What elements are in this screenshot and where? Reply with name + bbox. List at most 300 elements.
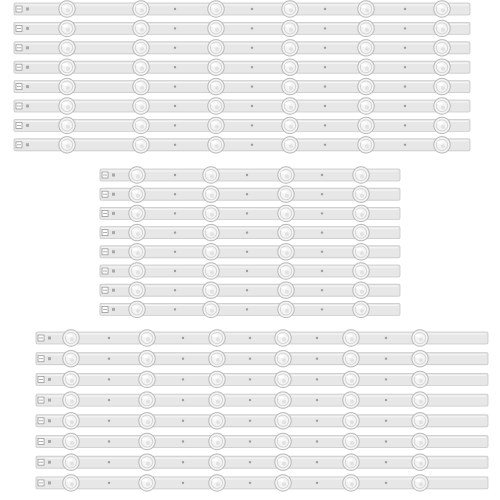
solder-dot [249, 399, 251, 401]
led-chip [350, 482, 354, 486]
led-chip [66, 86, 70, 90]
led-lens-glare [62, 63, 68, 66]
solder-dot [404, 27, 406, 29]
led-lens-glare [356, 305, 362, 308]
led-chip [136, 175, 140, 179]
led-lens-glare [437, 63, 443, 66]
led-chip [419, 462, 423, 466]
solder-dot [321, 193, 323, 195]
led-chip [215, 106, 219, 110]
solder-dot [108, 358, 110, 360]
led-lens-glare [136, 24, 142, 27]
led-chip [360, 175, 364, 179]
solder-dot [324, 8, 326, 10]
led-chip [140, 86, 144, 90]
led-chip [70, 441, 74, 445]
strip-marker [26, 8, 29, 11]
led-chip [210, 271, 214, 275]
led-lens-glare [415, 334, 421, 337]
led-lens-glare [212, 437, 218, 440]
solder-dot [246, 174, 248, 176]
solder-dot [251, 85, 253, 87]
solder-dot [251, 124, 253, 126]
led-lens-glare [206, 286, 212, 289]
led-chip [289, 9, 293, 13]
solder-dot [182, 337, 184, 339]
led-chip [419, 420, 423, 424]
led-chip [350, 358, 354, 362]
led-lens-glare [142, 479, 148, 482]
led-chip [365, 47, 369, 51]
led-lens-glare [62, 24, 68, 27]
led-lens-glare [356, 171, 362, 174]
led-lens-glare [206, 305, 212, 308]
led-lens-glare [346, 396, 352, 399]
led-chip [146, 441, 150, 445]
led-lens-glare [132, 190, 138, 193]
led-lens-glare [346, 375, 352, 378]
solder-dot [385, 337, 387, 339]
led-chip [210, 213, 214, 217]
led-chip [285, 271, 289, 275]
led-lens-glare [212, 479, 218, 482]
strip-marker [48, 337, 51, 340]
led-chip [360, 309, 364, 313]
led-lens-glare [136, 63, 142, 66]
strip-group-a [14, 1, 470, 153]
led-chip [210, 232, 214, 236]
led-lens-glare [285, 121, 291, 124]
solder-dot [174, 270, 176, 272]
solder-dot [108, 337, 110, 339]
led-lens-glare [285, 102, 291, 105]
strip-marker [26, 27, 29, 30]
led-lens-glare [212, 375, 218, 378]
solder-dot [321, 289, 323, 291]
solder-dot [182, 440, 184, 442]
led-chip [216, 400, 220, 404]
led-chip [146, 420, 150, 424]
solder-dot [246, 270, 248, 272]
led-chip [289, 106, 293, 110]
led-chip [215, 144, 219, 148]
solder-dot [324, 144, 326, 146]
led-chip [289, 86, 293, 90]
strip-marker [48, 481, 51, 484]
solder-dot [174, 27, 176, 29]
solder-dot [246, 308, 248, 310]
solder-dot [246, 212, 248, 214]
solder-dot [249, 461, 251, 463]
solder-dot [174, 289, 176, 291]
led-lens-glare [278, 375, 284, 378]
led-lens-glare [132, 267, 138, 270]
strip-marker [26, 66, 29, 69]
led-chip [216, 420, 220, 424]
led-chip [140, 106, 144, 110]
led-lens-glare [132, 229, 138, 232]
solder-dot [316, 420, 318, 422]
led-lens-glare [142, 437, 148, 440]
led-chip [365, 125, 369, 129]
strip-marker [26, 143, 29, 146]
led-chip [215, 28, 219, 32]
strip-marker [112, 174, 115, 177]
led-chip [419, 400, 423, 404]
led-lens-glare [206, 248, 212, 251]
led-lens-glare [212, 458, 218, 461]
led-lens-glare [66, 334, 72, 337]
strip-marker [48, 378, 51, 381]
led-lens-glare [281, 171, 287, 174]
solder-dot [404, 66, 406, 68]
led-chip [360, 232, 364, 236]
led-chip [215, 86, 219, 90]
led-lens-glare [356, 229, 362, 232]
solder-dot [385, 399, 387, 401]
led-chip [216, 462, 220, 466]
led-chip [289, 67, 293, 71]
led-chip [210, 175, 214, 179]
solder-dot [321, 212, 323, 214]
led-chip [419, 482, 423, 486]
led-lens-glare [278, 458, 284, 461]
led-chip [441, 28, 445, 32]
led-lens-glare [66, 396, 72, 399]
led-chip [70, 420, 74, 424]
led-lens-glare [415, 375, 421, 378]
led-lens-glare [415, 396, 421, 399]
solder-dot [385, 440, 387, 442]
led-chip [66, 125, 70, 129]
solder-dot [404, 47, 406, 49]
led-chip [210, 194, 214, 198]
led-lens-glare [437, 121, 443, 124]
led-chip [282, 462, 286, 466]
solder-dot [385, 420, 387, 422]
led-lens-glare [66, 479, 72, 482]
led-lens-glare [136, 44, 142, 47]
solder-dot [324, 85, 326, 87]
led-lens-glare [356, 248, 362, 251]
led-lens-glare [415, 437, 421, 440]
solder-dot [174, 47, 176, 49]
led-chip [66, 47, 70, 51]
led-chip [365, 144, 369, 148]
led-lens-glare [211, 24, 217, 27]
strip-marker [48, 399, 51, 402]
led-chip [140, 47, 144, 51]
led-lens-glare [281, 286, 287, 289]
led-chip [360, 271, 364, 275]
led-chip [419, 379, 423, 383]
led-lens-glare [211, 44, 217, 47]
led-lens-glare [361, 121, 367, 124]
led-lens-glare [206, 229, 212, 232]
solder-dot [251, 66, 253, 68]
led-chip [441, 125, 445, 129]
led-chip [70, 400, 74, 404]
led-chip [136, 251, 140, 255]
led-chip [365, 67, 369, 71]
led-chip [70, 338, 74, 342]
led-chip [70, 379, 74, 383]
solder-dot [324, 124, 326, 126]
led-lens-glare [346, 334, 352, 337]
strip-group-c [36, 330, 488, 491]
led-lens-glare [281, 305, 287, 308]
led-chip [365, 28, 369, 32]
led-lens-glare [285, 24, 291, 27]
strip-group-b [100, 167, 400, 318]
solder-dot [249, 337, 251, 339]
led-lens-glare [285, 63, 291, 66]
led-lens-glare [361, 5, 367, 8]
solder-dot [174, 8, 176, 10]
solder-dot [108, 420, 110, 422]
solder-dot [182, 482, 184, 484]
led-lens-glare [356, 286, 362, 289]
solder-dot [251, 144, 253, 146]
led-chip [285, 175, 289, 179]
solder-dot [316, 378, 318, 380]
led-lens-glare [136, 121, 142, 124]
strip-marker [112, 212, 115, 215]
led-chip [350, 462, 354, 466]
led-lens-glare [346, 417, 352, 420]
solder-dot [182, 358, 184, 360]
led-lens-glare [142, 334, 148, 337]
led-chip [66, 9, 70, 13]
solder-dot [108, 440, 110, 442]
led-chip [216, 338, 220, 342]
led-lens-glare [281, 229, 287, 232]
led-chip [66, 28, 70, 32]
strip-marker [48, 461, 51, 464]
led-lens-glare [132, 171, 138, 174]
led-chip [136, 232, 140, 236]
led-lens-glare [285, 141, 291, 144]
led-chip [282, 482, 286, 486]
led-lens-glare [142, 458, 148, 461]
led-lens-glare [211, 5, 217, 8]
led-lens-glare [361, 141, 367, 144]
solder-dot [316, 482, 318, 484]
led-lens-glare [62, 141, 68, 144]
solder-dot [316, 337, 318, 339]
led-chip [282, 420, 286, 424]
led-lens-glare [361, 83, 367, 86]
led-chip [441, 47, 445, 51]
led-chip [360, 213, 364, 217]
led-lens-glare [281, 267, 287, 270]
led-lens-glare [437, 44, 443, 47]
led-chip [441, 106, 445, 110]
strip-marker [26, 46, 29, 49]
led-lens-glare [211, 102, 217, 105]
led-lens-glare [278, 479, 284, 482]
led-chip [140, 144, 144, 148]
led-chip [282, 338, 286, 342]
led-lens-glare [437, 24, 443, 27]
solder-dot [316, 399, 318, 401]
led-chip [215, 9, 219, 13]
solder-dot [251, 47, 253, 49]
led-chip [285, 232, 289, 236]
led-lens-glare [437, 141, 443, 144]
solder-dot [246, 231, 248, 233]
led-chip [441, 144, 445, 148]
led-lens-glare [361, 24, 367, 27]
led-lens-glare [212, 355, 218, 358]
strip-marker [112, 231, 115, 234]
solder-dot [404, 105, 406, 107]
led-lens-glare [415, 355, 421, 358]
led-chip [350, 379, 354, 383]
led-lens-glare [206, 267, 212, 270]
solder-dot [174, 66, 176, 68]
led-lens-glare [132, 209, 138, 212]
led-chip [285, 194, 289, 198]
solder-dot [321, 174, 323, 176]
led-chip [215, 47, 219, 51]
solder-dot [246, 251, 248, 253]
led-chip [215, 67, 219, 71]
led-chip [285, 213, 289, 217]
led-lens-glare [356, 190, 362, 193]
solder-dot [404, 8, 406, 10]
led-lens-glare [437, 102, 443, 105]
led-chip [350, 441, 354, 445]
led-chip [441, 86, 445, 90]
led-chip [441, 9, 445, 13]
led-lens-glare [66, 417, 72, 420]
led-chip [350, 338, 354, 342]
led-chip [360, 290, 364, 294]
solder-dot [182, 399, 184, 401]
led-chip [140, 9, 144, 13]
led-lens-glare [136, 102, 142, 105]
led-lens-glare [136, 141, 142, 144]
solder-dot [316, 461, 318, 463]
led-chip [360, 194, 364, 198]
led-lens-glare [346, 458, 352, 461]
led-chip [70, 462, 74, 466]
led-chip [215, 125, 219, 129]
strip-marker [112, 289, 115, 292]
strip-marker [26, 124, 29, 127]
led-lens-glare [62, 83, 68, 86]
led-lens-glare [142, 375, 148, 378]
led-lens-glare [415, 479, 421, 482]
led-lens-glare [62, 102, 68, 105]
led-chip [289, 28, 293, 32]
led-chip [136, 290, 140, 294]
led-chip [136, 271, 140, 275]
led-lens-glare [285, 83, 291, 86]
led-chip [282, 400, 286, 404]
led-chip [282, 379, 286, 383]
solder-dot [385, 482, 387, 484]
led-lens-glare [136, 83, 142, 86]
led-lens-glare [361, 102, 367, 105]
solder-dot [108, 378, 110, 380]
led-lens-glare [142, 355, 148, 358]
led-lens-glare [361, 44, 367, 47]
led-chip [210, 309, 214, 313]
led-lens-glare [206, 171, 212, 174]
led-lens-glare [142, 417, 148, 420]
solder-dot [385, 358, 387, 360]
led-chip [441, 67, 445, 71]
led-lens-glare [437, 5, 443, 8]
strip-marker [112, 250, 115, 253]
led-chip [350, 420, 354, 424]
led-chip [216, 379, 220, 383]
solder-dot [404, 124, 406, 126]
led-lens-glare [356, 267, 362, 270]
strip-marker [26, 105, 29, 108]
led-chip [216, 482, 220, 486]
solder-dot [174, 124, 176, 126]
led-chip [350, 400, 354, 404]
led-chip [289, 47, 293, 51]
led-chip [70, 482, 74, 486]
solder-dot [174, 212, 176, 214]
solder-dot [324, 47, 326, 49]
led-lens-glare [281, 190, 287, 193]
solder-dot [174, 231, 176, 233]
led-chip [66, 144, 70, 148]
solder-dot [316, 358, 318, 360]
led-lens-glare [211, 121, 217, 124]
led-chip [282, 358, 286, 362]
led-lens-glare [278, 334, 284, 337]
led-chip [285, 251, 289, 255]
led-lens-glare [361, 63, 367, 66]
led-lens-glare [212, 334, 218, 337]
solder-dot [246, 193, 248, 195]
led-chip [216, 358, 220, 362]
led-chip [140, 28, 144, 32]
led-chip [365, 106, 369, 110]
led-chip [360, 251, 364, 255]
solder-dot [249, 420, 251, 422]
solder-dot [251, 8, 253, 10]
led-chip [285, 309, 289, 313]
solder-dot [182, 420, 184, 422]
led-lens-glare [278, 437, 284, 440]
led-lens-glare [346, 479, 352, 482]
led-chip [136, 194, 140, 198]
strip-marker [48, 357, 51, 360]
strip-marker [112, 270, 115, 273]
solder-dot [324, 105, 326, 107]
led-chip [289, 144, 293, 148]
led-chip [419, 441, 423, 445]
led-lens-glare [278, 355, 284, 358]
led-lens-glare [211, 141, 217, 144]
led-chip [210, 251, 214, 255]
led-chip [146, 379, 150, 383]
led-chip [210, 290, 214, 294]
led-lens-glare [66, 458, 72, 461]
solder-dot [249, 378, 251, 380]
led-lens-glare [66, 375, 72, 378]
solder-dot [324, 27, 326, 29]
led-lens-glare [132, 286, 138, 289]
led-chip [140, 125, 144, 129]
